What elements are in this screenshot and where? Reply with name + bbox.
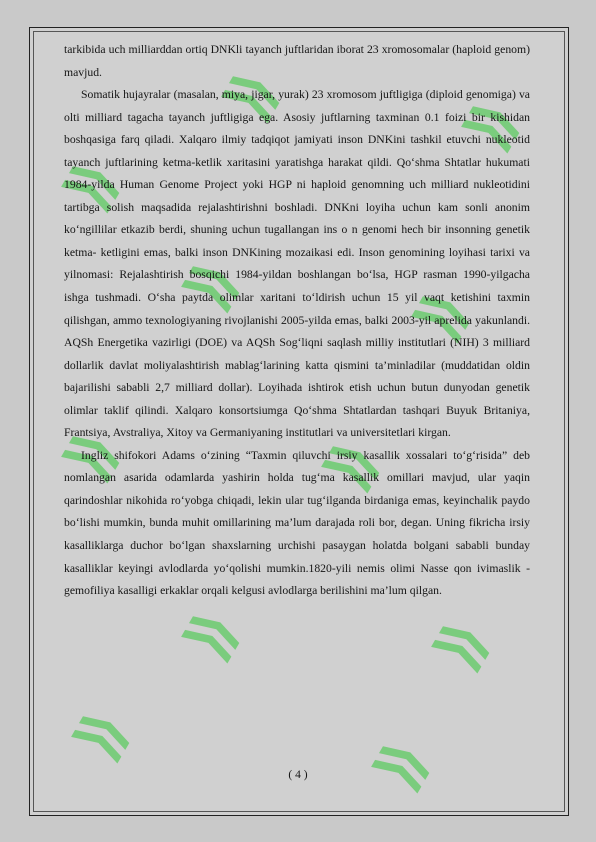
document-body [64, 39, 530, 603]
watermark-logo-shape: ⟫ [170, 248, 253, 322]
paragraph-hereditary-disease: Ingliz shifokori Adams o‘zining “Taxmin qiluvchi irsiy kasallik xossalari to‘g‘risida” deb nomlangan asarida odamlarda yashirin holda tug‘ma kasallik omillari mavjud, ular yaqin qarindoshlar nikohida ro‘yobga chiqadi, lekin ular tug‘ilganda birdaniga emas, keyinchalik paydo bo‘lishi mumkin, bunda muhit omillarining ma’lum darajada roli bor, degan. Uning fikricha irsiy kasalliklarga duchor bo‘lgan shaxslarning urchishi pasaygan holatda bolgani sababli bunday kasalliklar keyingi avlodlarda yo‘qolishi mumkin.1820-yili nemis olimi Nasse qon ivimaslik - gemofiliya kasalligi erkaklar orqali kelgusi avlodlarga berilishini ma’lum qilgan. [64, 448, 530, 598]
watermark-logo-shape: ⟫ [50, 418, 133, 492]
watermark-logo-shape: ⟫ [360, 728, 443, 802]
watermark-logo-shape: ⟫ [400, 278, 483, 352]
watermark-logo-shape: ⟫ [50, 148, 133, 222]
watermark-logo-shape: ⟫ [420, 608, 503, 682]
watermark-logo-shape: ⟫ [170, 598, 253, 672]
watermark-logo-shape: ⟫ [210, 58, 293, 132]
watermark-logo-shape: ⟫ [60, 698, 143, 772]
watermark-logo-shape: ⟫ [310, 428, 393, 502]
paragraph-continuation: tarkibida uch milliarddan ortiq DNKli tayanch juftlaridan iborat 23 xromosomalar (haploid genom) mavjud. [64, 43, 530, 79]
paragraph-genome-project: Somatik hujayralar (masalan, miya, jigar, yurak) 23 xromosom juftligiga (diploid genomiga) va olti milliard tagacha tayanch juftligiga ega. Asosiy juftlarning taxminan 0.1 foizi bir kishidan boshqasiga farq qiladi. Xalqaro ilmiy tadqiqot jamiyati inson DNKini tashkil etuvchi nukleotid tayanch juftlarining ketma-ketlik xaritasini yaratishga harakat qildi. Qo‘shma Shtatlar hukumati 1984-yilda Human Genome Project yoki HGP ni haploid genomning uch milliard nukleotidini tartibga solish maqsadida rejalashtirishni boshladi. DNKni loyiha uchun kam sonli anonim ko‘ngillilar etkazib berdi, shuning uchun tugallangan ins o n genomi hech bir insonning genetik ketma- ketligini emas, balki inson DNKining mozaikasi edi. Inson genomining loyihasi tarixi va yilnomasi: Rejalashtirish bosqichi 1984-yildan boshlangan bo‘lsa, HGP rasman 1990-yilgacha ishga tushmadi. O‘sha paytda olimlar xaritani to‘ldirish uchun 15 yil vaqt ketishini taxmin qilishgan, ammo texnologiyaning rivojlanishi 2005-yilda emas, balki 2003-yil aprelida yakunlandi. AQSh Energetika vazirligi (DOE) va AQSh Sog‘liqni saqlash milliy institutlari (NIH) 3 milliard dollarlik davlat moliyalashtirish mablag‘larining katta qismini ta’minladilar (muddatidan oldin bajarilishi sababli 2,7 milliard dollar). Loyihada ishtirok etish uchun butun dunyodan genetik olimlar taklif qilindi. Xalqaro konsortsiumga Qo‘shma Shtatlardan tashqari Buyuk Britaniya, Frantsiya, Avstraliya, Xitoy va Germaniyaning institutlari va universitetlari kirgan. [64, 88, 530, 440]
watermark-logo-shape: ⟫ [450, 88, 533, 162]
page-number: ( 4 ) [288, 769, 308, 781]
